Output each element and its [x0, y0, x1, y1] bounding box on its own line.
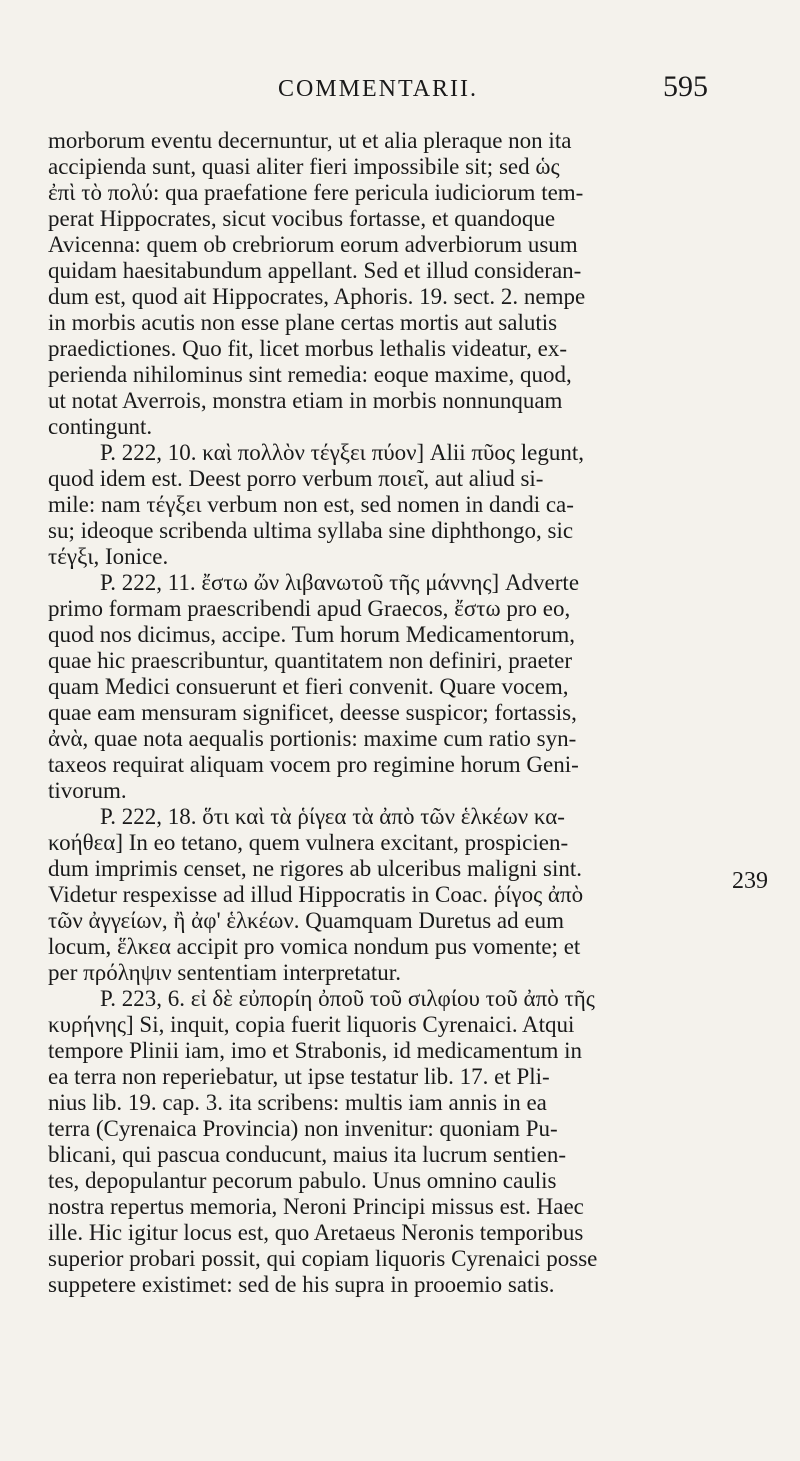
text-line: su; ideoque scribenda ultima syllaba sine diphthongo, sic — [48, 518, 574, 543]
text-line: contingunt. — [48, 414, 153, 439]
text-line: Videtur respexisse ad illud Hippocratis in Coac. ῥίγος ἀπὸ — [48, 882, 584, 907]
text-line: primo formam praescribendi apud Graecos, ἔστω pro eo, — [48, 596, 571, 621]
text-line: blicani, qui pascua conducunt, maius ita lucrum sentien- — [48, 1142, 566, 1167]
text-line: superior probari possit, qui copiam liquoris Cyrenaici posse — [48, 1246, 598, 1271]
page-number: 595 — [663, 70, 708, 103]
text-line: κυρήνης] Si, inquit, copia fuerit liquoris Cyrenaici. Atqui — [48, 1012, 575, 1037]
text-line: P. 222, 18. ὅτι καὶ τὰ ῥίγεα τὰ ἀπὸ τῶν ἑλκέων κα- — [100, 804, 565, 829]
text-line: quod nos dicimus, accipe. Tum horum Medicamentorum, — [48, 622, 576, 647]
text-line: quae eam mensuram significet, deesse suspicor; fortassis, — [48, 700, 577, 725]
body-text — [48, 128, 720, 1298]
text-line: ἀνὰ, quae nota aequalis portionis: maxime cum ratio syn- — [48, 726, 577, 751]
text-line: τέγξι, Ionice. — [48, 544, 169, 569]
running-title: COMMENTARII. — [277, 76, 479, 102]
text-line: taxeos requirat aliquam vocem pro regimine horum Geni- — [48, 752, 579, 777]
text-line: ille. Hic igitur locus est, quo Aretaeus Neronis temporibus — [48, 1220, 584, 1245]
text-line: tes, depopulantur pecorum pabulo. Unus omnino caulis — [48, 1168, 557, 1193]
text-line: Avicenna: quem ob crebriorum eorum adverbiorum usum — [48, 232, 578, 257]
text-line: terra (Cyrenaica Provincia) non invenitur: quoniam Pu- — [48, 1116, 558, 1141]
text-line: accipienda sunt, quasi aliter fieri impossibile sit; sed ὡς — [48, 154, 560, 179]
text-line: κοήθεα] In eo tetano, quem vulnera excitant, prospicien- — [48, 830, 569, 855]
text-line: quam Medici consuerunt et fieri convenit. Quare vocem, — [48, 674, 569, 699]
text-line: perienda nihilominus sint remedia: eoque maxime, quod, — [48, 362, 572, 387]
text-line: mile: nam τέγξει verbum non est, sed nomen in dandi ca- — [48, 492, 574, 517]
text-line: ut notat Averrois, monstra etiam in morbis nonnunquam — [48, 388, 563, 413]
text-line: dum imprimis censet, ne rigores ab ulceribus maligni sint. — [48, 856, 583, 881]
text-line: ἐπὶ τὸ πολύ: qua praefatione fere pericula iudiciorum tem- — [48, 180, 584, 205]
text-line: nius lib. 19. cap. 3. ita scribens: multis iam annis in ea — [48, 1090, 547, 1115]
text-line: morborum eventu decernuntur, ut et alia pleraque non ita — [48, 128, 572, 153]
text-line: P. 222, 11. ἔστω ὤν λιβανωτοῦ τῆς μάννης] Adverte — [100, 570, 580, 595]
text-line: P. 223, 6. εἰ δὲ εὐπορίη ὀποῦ τοῦ σιλφίου τοῦ ἀπὸ τῆς — [100, 986, 595, 1011]
text-line: in morbis acutis non esse plane certas mortis aut salutis — [48, 310, 558, 335]
text-line: suppetere existimet: sed de his supra in prooemio satis. — [48, 1272, 555, 1297]
text-line: tivorum. — [48, 778, 127, 803]
text-line: τῶν ἀγγείων, ἢ ἀφ' ἑλκέων. Quamquam Duretus ad eum — [48, 908, 564, 933]
running-head — [48, 70, 708, 110]
text-line: per πρόληψιν sententiam interpretatur. — [48, 960, 401, 985]
text-line: praedictiones. Quo fit, licet morbus lethalis videatur, ex- — [48, 336, 567, 361]
text-line: quidam haesitabundum appellant. Sed et illud consideran- — [48, 258, 582, 283]
text-line: locum, ἕλκεα accipit pro vomica nondum pus vomente; et — [48, 934, 581, 959]
text-line: nostra repertus memoria, Neroni Principi missus est. Haec — [48, 1194, 584, 1219]
text-line: quae hic praescribuntur, quantitatem non definiri, praeter — [48, 648, 573, 673]
text-line: perat Hippocrates, sicut vocibus fortasse, et quandoque — [48, 206, 556, 231]
text-line: quod idem est. Deest porro verbum ποιεῖ, aut aliud si- — [48, 466, 544, 491]
text-line: tempore Plinii iam, imo et Strabonis, id medicamentum in — [48, 1038, 583, 1063]
text-line: dum est, quod ait Hippocrates, Aphoris. 19. sect. 2. nempe — [48, 284, 586, 309]
text-line: ea terra non reperiebatur, ut ipse testatur lib. 17. et Pli- — [48, 1064, 550, 1089]
margin-note: 239 — [732, 868, 768, 894]
text-line: P. 222, 10. καὶ πολλὸν τέγξει πύον] Alii πῦος legunt, — [100, 440, 585, 465]
